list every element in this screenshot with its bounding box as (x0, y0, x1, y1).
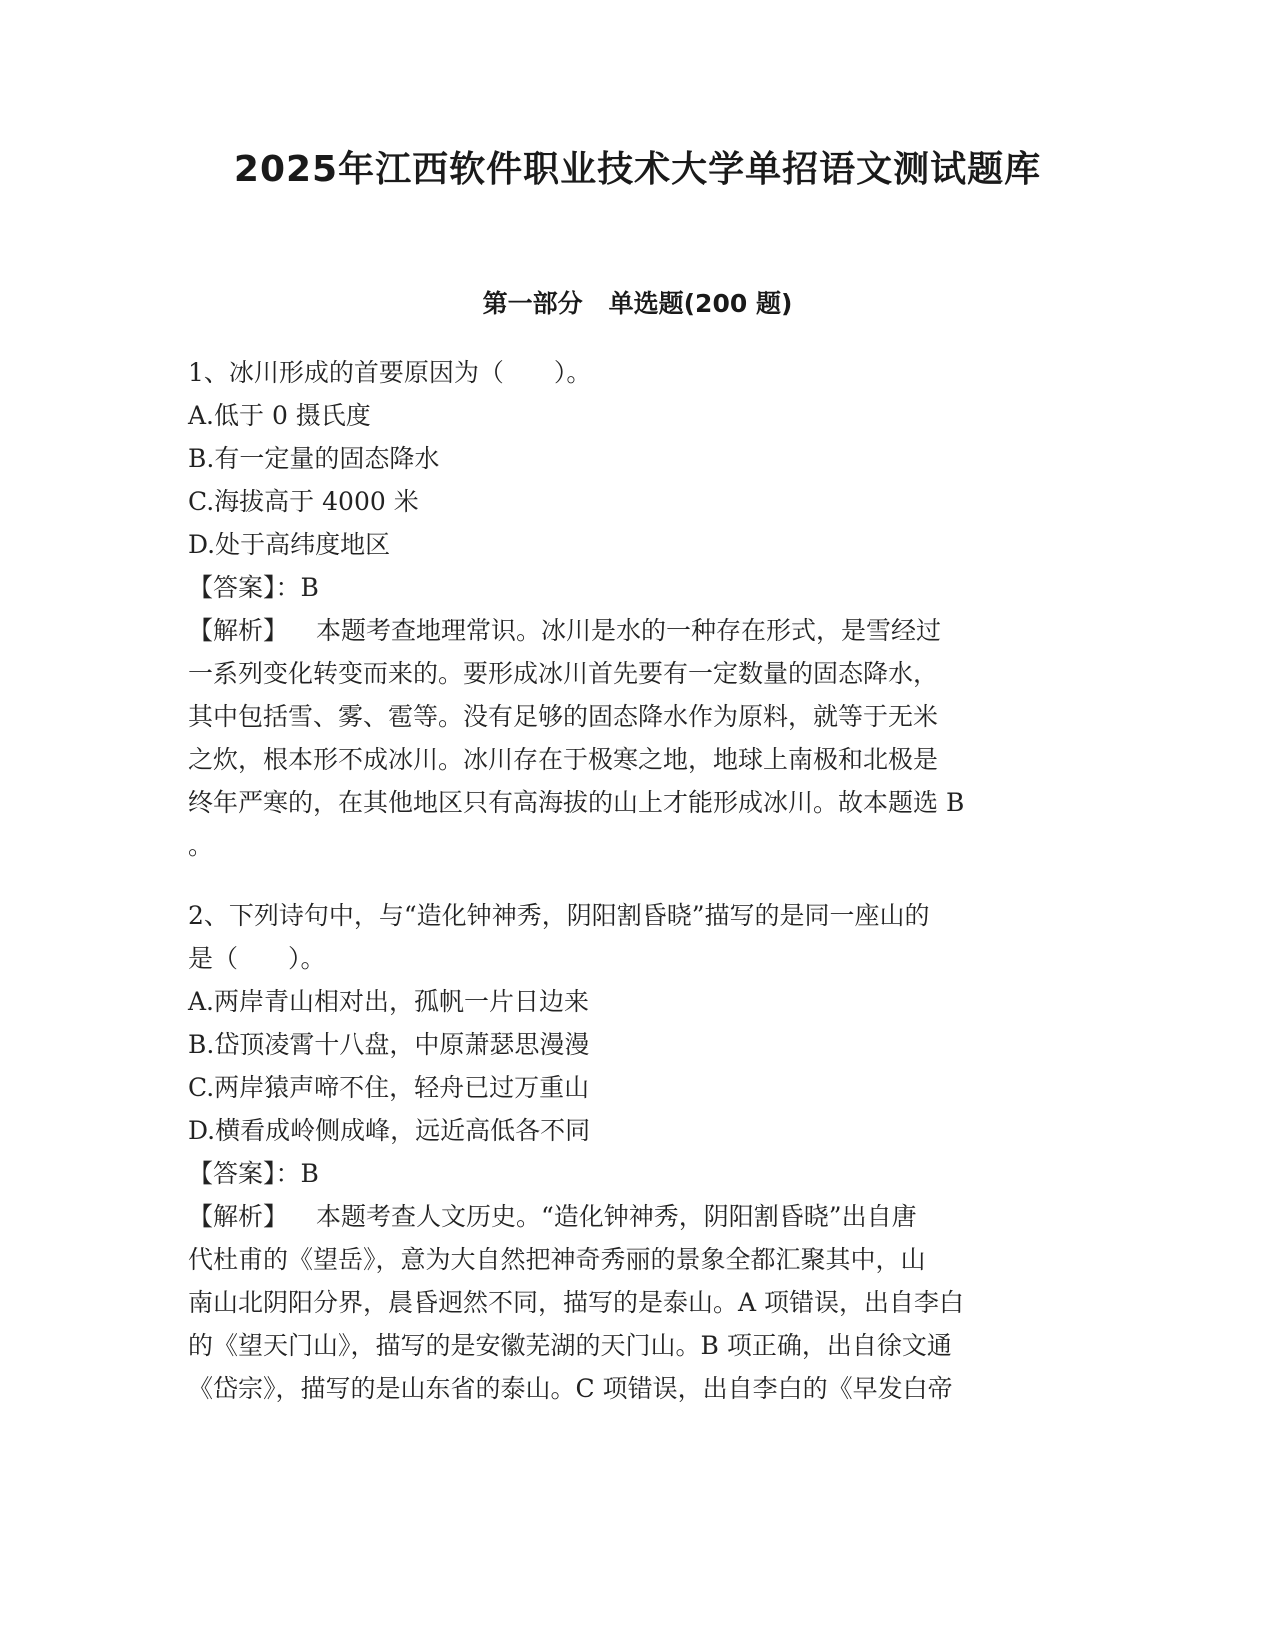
option-b: B.有一定量的固态降水 (188, 444, 440, 473)
analysis-line (188, 1195, 1088, 1238)
analysis-text: 本题考查人文历史。“造化钟神秀，阴阳割昏晓”出自唐 (316, 1202, 917, 1231)
option-c: C.两岸猿声啼不住，轻舟已过万重山 (188, 1073, 590, 1102)
analysis-line: 其中包括雪、雾、雹等。没有足够的固态降水作为原料，就等于无米 (188, 702, 939, 731)
section-part: 第一部分 (482, 289, 583, 318)
analysis-line: 。 (188, 831, 214, 860)
question-1 (188, 351, 1088, 867)
section-name: 单选题(200 题) (608, 289, 793, 318)
question-2 (188, 894, 1088, 1410)
analysis-label: 【解析】 (188, 616, 289, 645)
option-a: A.两岸青山相对出，孤帆一片日边来 (188, 987, 590, 1016)
option-c: C.海拔高于 4000 米 (188, 487, 419, 516)
question-stem: 2、下列诗句中，与“造化钟神秀，阴阳割昏晓”描写的是同一座山的 (188, 901, 930, 930)
analysis-line: 《岱宗》，描写的是山东省的泰山。C 项错误，出自李白的《早发白帝 (188, 1374, 953, 1403)
analysis-text: 本题考查地理常识。冰川是水的一种存在形式，是雪经过 (316, 616, 942, 645)
answer-line (188, 1152, 1088, 1195)
answer-line (188, 566, 1088, 609)
option-d: D.处于高纬度地区 (188, 530, 391, 559)
question-stem: 是（ ）。 (188, 944, 326, 973)
section-heading (0, 284, 1275, 324)
analysis-line: 代杜甫的《望岳》，意为大自然把神奇秀丽的景象全都汇聚其中，山 (188, 1245, 926, 1274)
question-stem: 1、冰川形成的首要原因为（ ）。 (188, 358, 592, 387)
answer-label: 【答案】： (188, 1159, 301, 1188)
option-b: B.岱顶凌霄十八盘，中原萧瑟思漫漫 (188, 1030, 590, 1059)
option-d: D.横看成岭侧成峰，远近高低各不同 (188, 1116, 591, 1145)
analysis-line: 之炊，根本形不成冰川。冰川存在于极寒之地，地球上南极和北极是 (188, 745, 939, 774)
analysis-line: 南山北阴阳分界，晨昏迥然不同，描写的是泰山。A 项错误，出自李白 (188, 1288, 965, 1317)
answer-label: 【答案】： (188, 573, 301, 602)
analysis-line: 一系列变化转变而来的。要形成冰川首先要有一定数量的固态降水， (188, 659, 939, 688)
analysis-label: 【解析】 (188, 1202, 289, 1231)
analysis-line (188, 609, 1088, 652)
analysis-line: 终年严寒的，在其他地区只有高海拔的山上才能形成冰川。故本题选 B (188, 788, 965, 817)
answer-value: B (300, 1159, 319, 1188)
answer-value: B (300, 573, 319, 602)
analysis-line: 的《望天门山》，描写的是安徽芜湖的天门山。B 项正确，出自徐文通 (188, 1331, 952, 1360)
document-title: 2025年江西软件职业技术大学单招语文测试题库 (233, 149, 1042, 190)
option-a: A.低于 0 摄氏度 (188, 401, 371, 430)
